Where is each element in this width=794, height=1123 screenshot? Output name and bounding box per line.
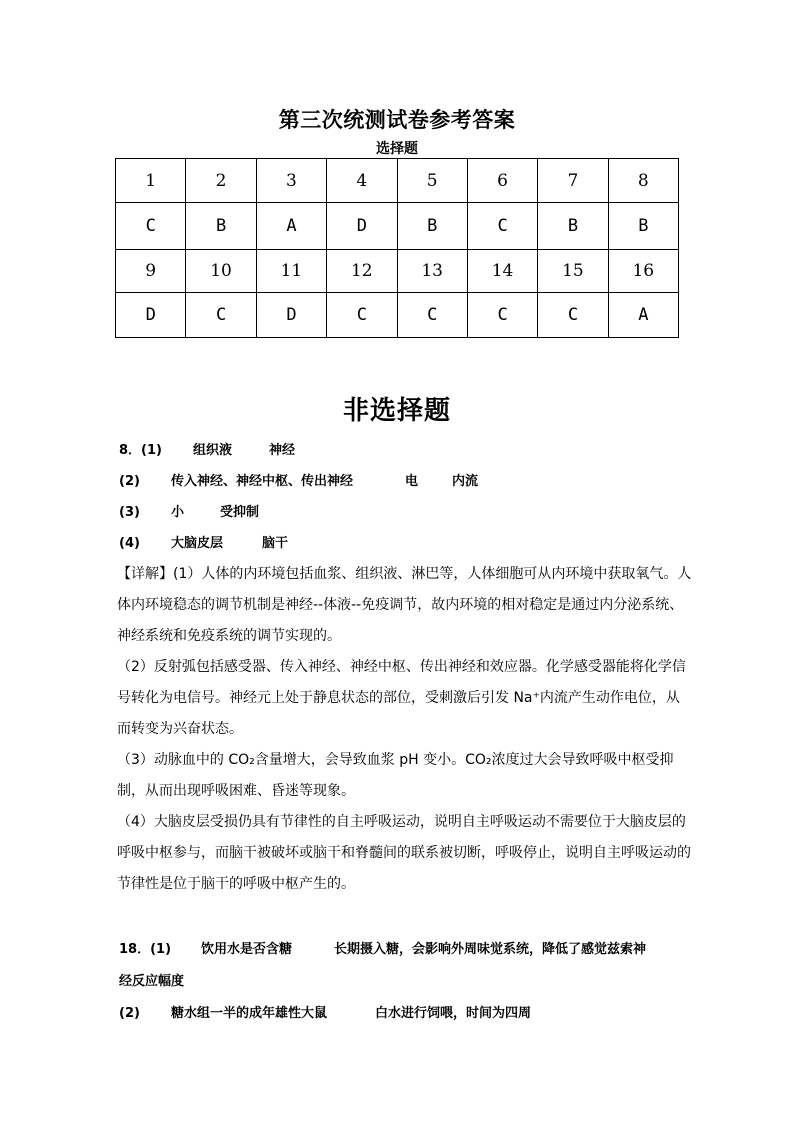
answer-text: 经反应幅度 bbox=[119, 974, 185, 989]
explanation-paragraph: （3）动脉血中的 CO₂含量增大，会导致血浆 pH 变小。CO₂浓度过大会导致呼吸中枢受抑制，从而出现呼吸困难、昏迷等现象。 bbox=[117, 752, 674, 799]
table-cell: A bbox=[608, 293, 678, 338]
table-cell: 9 bbox=[116, 250, 186, 293]
q18-answer-line-1-continued bbox=[119, 970, 184, 989]
q17-answer-line-4 bbox=[119, 532, 288, 551]
table-cell: D bbox=[256, 293, 326, 338]
answer-text: 饮用水是否含糖 bbox=[201, 942, 293, 957]
table-cell: C bbox=[327, 293, 397, 338]
answer-text: 脑干 bbox=[262, 536, 289, 551]
table-cell: 12 bbox=[327, 250, 397, 293]
table-cell: 8 bbox=[608, 159, 678, 203]
question-number: (2) bbox=[119, 474, 140, 489]
answer-text: 长期摄入糖，会影响外周味觉系统，降低了感觉兹索神 bbox=[334, 942, 647, 957]
explanation-paragraph: （4）大脑皮层受损仍具有节律性的自主呼吸运动，说明自主呼吸运动不需要位于大脑皮层的呼吸中枢参与，而脑干被破坏或脑干和脊髓间的联系被切断，呼吸停止，说明自主呼吸运动的节律性是位于脑干的呼吸中枢产生的。 bbox=[117, 814, 691, 892]
table-row bbox=[116, 293, 679, 338]
table-cell: C bbox=[467, 293, 537, 338]
answer-table bbox=[115, 158, 679, 338]
explanation-block bbox=[117, 559, 692, 900]
answer-text: 内流 bbox=[452, 474, 479, 489]
table-cell: C bbox=[467, 203, 537, 250]
table-cell: 5 bbox=[397, 159, 467, 203]
table-cell: B bbox=[608, 203, 678, 250]
explanation-paragraph: 【详解】(1）人体的内环境包括血浆、组织液、淋巴等，人体细胞可从内环境中获取氧气。人体内环境稳态的调节机制是神经--体液--免疫调节，故内环境的相对稳定是通过内分泌系统、神经系统和免疫系统的调节实现的。 bbox=[117, 566, 692, 644]
table-cell: D bbox=[327, 203, 397, 250]
table-cell: B bbox=[538, 203, 608, 250]
answer-text: 电 bbox=[405, 474, 419, 489]
question-number: (2) bbox=[119, 1006, 140, 1021]
table-cell: 3 bbox=[256, 159, 326, 203]
choice-section-label: 选择题 bbox=[376, 141, 418, 157]
explanation-paragraph: （2）反射弧包括感受器、传入神经、神经中枢、传出神经和效应器。化学感受器能将化学信号转化为电信号。神经元上处于静息状态的部位，受刺激后引发 Na⁺内流产生动作电位，从而转变为兴奋状态。 bbox=[117, 659, 686, 737]
q18-answer-line-2 bbox=[119, 1002, 531, 1021]
nonchoice-section-title: 非选择题 bbox=[342, 396, 451, 426]
table-cell: C bbox=[397, 293, 467, 338]
answer-text: 小 bbox=[171, 505, 185, 520]
answer-text: 受抑制 bbox=[220, 505, 260, 520]
answer-text: 组织液 bbox=[193, 443, 233, 458]
table-cell: 2 bbox=[186, 159, 256, 203]
page-title: 第三次统测试卷参考答案 bbox=[278, 108, 516, 132]
q17-answer-line-3 bbox=[119, 501, 259, 520]
table-cell: 10 bbox=[186, 250, 256, 293]
table-cell: 13 bbox=[397, 250, 467, 293]
table-cell: 4 bbox=[327, 159, 397, 203]
answer-text: 糖水组一半的成年雄性大鼠 bbox=[171, 1006, 328, 1021]
table-cell: B bbox=[397, 203, 467, 250]
table-cell: B bbox=[186, 203, 256, 250]
question-number: (3) bbox=[119, 505, 140, 520]
answer-text: 传入神经、神经中枢、传出神经 bbox=[171, 474, 354, 489]
table-row bbox=[116, 159, 679, 203]
table-cell: A bbox=[256, 203, 326, 250]
table-cell: C bbox=[186, 293, 256, 338]
table-cell: D bbox=[116, 293, 186, 338]
question-number: (4) bbox=[119, 536, 140, 551]
table-cell: 11 bbox=[256, 250, 326, 293]
table-cell: 1 bbox=[116, 159, 186, 203]
q17-answer-line-1 bbox=[119, 439, 295, 458]
table-cell: 15 bbox=[538, 250, 608, 293]
answer-text: 白水进行饲喂，时间为四周 bbox=[375, 1006, 532, 1021]
table-cell: C bbox=[538, 293, 608, 338]
table-cell: 7 bbox=[538, 159, 608, 203]
answer-text: 大脑皮层 bbox=[171, 536, 224, 551]
q17-answer-line-2 bbox=[119, 470, 478, 489]
q18-answer-line-1 bbox=[119, 938, 646, 957]
table-row bbox=[116, 250, 679, 293]
question-number: 8．(1) bbox=[119, 443, 162, 458]
table-cell: 6 bbox=[467, 159, 537, 203]
table-cell: C bbox=[116, 203, 186, 250]
table-cell: 14 bbox=[467, 250, 537, 293]
table-cell: 16 bbox=[608, 250, 678, 293]
table-row bbox=[116, 203, 679, 250]
answer-text: 神经 bbox=[269, 443, 296, 458]
question-number: 18．(1) bbox=[119, 942, 172, 957]
